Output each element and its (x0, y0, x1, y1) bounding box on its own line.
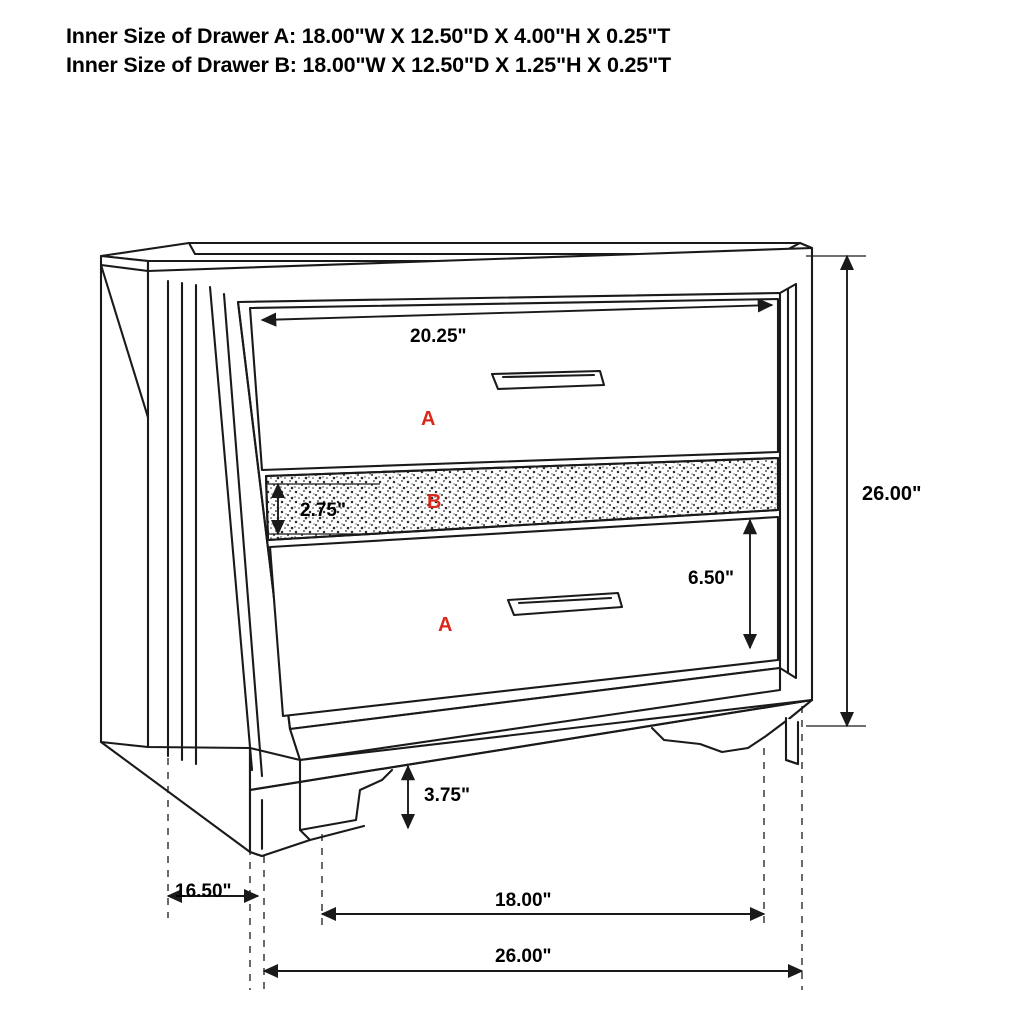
dim-label-inner-base-width: 18.00" (495, 890, 552, 911)
dim-label-overall-width: 26.00" (495, 946, 552, 967)
dim-label-overall-height: 26.00" (862, 483, 922, 505)
spec-line-drawer-b: Inner Size of Drawer B: 18.00"W X 12.50"D X 1.25"H X 0.25"T (66, 53, 671, 77)
dim-label-depth: 16.50" (175, 881, 232, 902)
spec-line-drawer-a: Inner Size of Drawer A: 18.00"W X 12.50"D X 4.00"H X 0.25"T (66, 24, 671, 48)
drawer-zone-a-bottom: A (438, 614, 453, 636)
dim-label-lower-drawer-height: 6.50" (688, 568, 734, 589)
dim-label-leg-clearance: 3.75" (424, 785, 470, 806)
drawer-zone-b: B (427, 491, 442, 513)
dim-label-drawer-front-width: 20.25" (410, 326, 467, 347)
dim-label-drawer-b-height: 2.75" (300, 500, 346, 521)
drawer-zone-a-top: A (421, 408, 436, 430)
drawer-a-upper (250, 299, 778, 470)
